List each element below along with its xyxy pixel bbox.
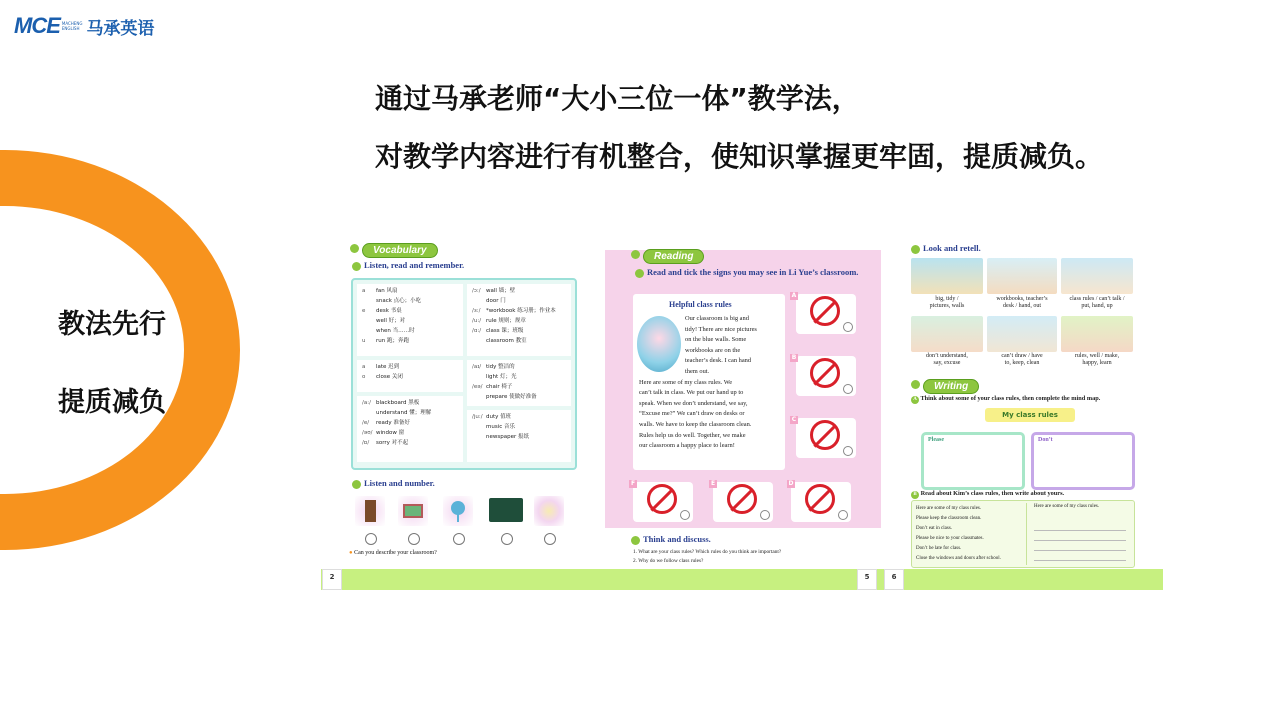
please-box[interactable] — [921, 432, 1025, 490]
vocab-entry — [472, 296, 566, 306]
rule-line: Please be nice to your classmates. — [916, 536, 984, 541]
story-line: workbooks are on the — [685, 346, 741, 354]
vocab-entry — [472, 362, 566, 372]
task-a — [911, 395, 1100, 404]
logo-sub — [62, 21, 83, 31]
headline — [375, 70, 1103, 186]
task-label-icon: B — [911, 491, 919, 499]
story-card — [633, 294, 785, 470]
dont-label: Don’t — [1038, 437, 1053, 443]
rules-box — [911, 500, 1135, 568]
logo-mark: MCE — [14, 13, 60, 38]
vocab-entry — [472, 286, 566, 296]
bullet-icon — [350, 244, 359, 253]
audio-icon — [911, 245, 920, 254]
section-pill: Vocabulary — [362, 243, 438, 258]
question-text: Can you describe your classroom? — [354, 550, 437, 556]
vocab-entry — [362, 362, 458, 372]
section-pill: Writing — [923, 379, 979, 394]
sign-e — [710, 480, 773, 522]
vocab-word: wall 墙；壁 — [486, 288, 516, 294]
tick-circle[interactable] — [843, 384, 853, 394]
brand-logo — [14, 8, 154, 44]
side-title-2: 提质减负 — [58, 387, 166, 418]
vocab-entry — [362, 418, 458, 428]
story-line: our classroom a happy place to learn! — [639, 442, 735, 450]
vocab-entry — [362, 438, 458, 448]
phonetic: u — [362, 338, 366, 344]
phonetic: /u:/ — [472, 318, 482, 324]
retell-caption: rules, well / make, happy, learn — [1074, 353, 1120, 366]
vocab-entry — [472, 422, 566, 432]
textbook-page-6 — [905, 238, 1163, 568]
story-text — [639, 314, 781, 452]
vocab-entry — [472, 316, 566, 326]
reading-instruction — [635, 266, 865, 278]
sign-letter: F — [630, 480, 636, 487]
vocab-word: prepare 使做好准备 — [486, 394, 537, 400]
sign-b — [791, 354, 856, 396]
dont-box[interactable] — [1031, 432, 1135, 490]
page-number: 2 — [322, 569, 342, 590]
story-title: Helpful class rules — [669, 300, 732, 309]
phonetic: /əʊ/ — [362, 430, 373, 436]
audio-icon — [631, 536, 640, 545]
instruction-text: Read and tick the signs you may see in Li Yue’s classroom. — [647, 267, 859, 277]
story-line: tidy! There are nice pictures — [685, 325, 757, 333]
vocab-entry — [472, 432, 566, 442]
vocab-entry — [362, 326, 458, 336]
vocab-entry — [362, 306, 458, 316]
section-pill: Reading — [643, 249, 704, 264]
vocab-entry — [362, 296, 458, 306]
instruction-text: Listen, read and remember. — [364, 260, 465, 270]
story-line: “Excuse me?” We can’t draw on desks or — [639, 410, 745, 418]
tick-circle[interactable] — [838, 510, 848, 520]
side-title-1: 教法先行 — [58, 309, 166, 340]
logo-sub-line: ENGLISH — [61, 26, 80, 31]
describe-question — [349, 550, 437, 556]
phonetic: /ju:/ — [472, 414, 483, 420]
number-circle[interactable] — [501, 533, 513, 545]
writing-lines[interactable] — [1034, 521, 1126, 561]
vocab-entry — [362, 372, 458, 382]
sign-c — [791, 416, 856, 458]
vocab-entry — [472, 412, 566, 422]
writing-heading — [911, 374, 979, 394]
rule-line: Don’t eat in class. — [916, 526, 953, 531]
instruction-text: Think and discuss. — [643, 534, 711, 544]
retell-caption: big, tidy / pictures, walls — [929, 296, 965, 309]
bullet-icon — [911, 380, 920, 389]
vocab-word: fan 风扇 — [376, 288, 398, 294]
phonetic: /a:/ — [362, 400, 371, 406]
look-retell-heading — [911, 243, 981, 254]
no-talking-icon — [810, 420, 840, 450]
sign-letter: E — [710, 480, 716, 487]
vocab-word: door 门 — [486, 298, 506, 304]
rule-line: Don’t be late for class. — [916, 546, 962, 551]
headline-line-2: 对教学内容进行有机整合，使知识掌握更牢固，提质减负。 — [375, 140, 1104, 173]
vocab-entry — [362, 398, 458, 408]
story-line: walls. We have to keep the classroom clean. — [639, 420, 752, 428]
tick-circle[interactable] — [843, 446, 853, 456]
story-line: Our classroom is big and — [685, 315, 749, 322]
mind-map-title: My class rules — [985, 408, 1075, 422]
vocab-word: rule 规则；规章 — [486, 318, 526, 324]
rule-line: Close the windows and doors after school. — [916, 556, 1001, 561]
retell-caption: class rules / can’t talk / put, hand, up — [1069, 296, 1125, 309]
vocab-word: *workbook 练习册；作业本 — [486, 308, 556, 314]
think-heading — [631, 534, 711, 545]
rule-line: Here are some of my class rules. — [916, 506, 982, 511]
headline-line-1: 通过马承老师“大小三位一体”教学法， — [375, 82, 860, 115]
sign-f — [630, 480, 693, 522]
page-number: 6 — [884, 569, 904, 590]
tick-circle[interactable] — [680, 510, 690, 520]
textbook-page-5 — [603, 216, 881, 568]
number-circle[interactable] — [408, 533, 420, 545]
no-climbing-icon — [647, 484, 677, 514]
vocab-word: desk 书桌 — [376, 308, 402, 314]
decorative-orange-ring — [0, 150, 240, 550]
no-running-icon — [810, 358, 840, 388]
vocab-word: late 迟到 — [376, 364, 400, 370]
vocab-cell — [467, 360, 571, 406]
phonetic: /aɪ/ — [472, 364, 482, 370]
vocab-word: classroom 教室 — [486, 338, 527, 344]
classroom-picture — [911, 258, 983, 294]
vocab-entry — [362, 336, 458, 346]
vocab-cell — [467, 284, 571, 356]
textbook-page-2 — [343, 232, 601, 568]
listen-number-instruction — [352, 478, 435, 489]
vocabulary-heading — [350, 238, 438, 258]
vocab-word: well 好；对 — [376, 318, 406, 324]
your-rules-intro: Here are some of my class rules. — [1034, 504, 1100, 509]
phonetic: /eə/ — [472, 384, 483, 390]
vocab-cell — [357, 396, 463, 462]
sign-d — [788, 480, 851, 522]
kim-rules — [916, 504, 1026, 564]
vocab-cell — [357, 284, 463, 356]
retell-caption: don’t understand, say, excuse — [926, 353, 968, 366]
vocab-word: when 当……时 — [376, 328, 415, 334]
vocab-instruction — [352, 260, 464, 271]
story-line: teacher’s desk. I can hand — [685, 357, 752, 365]
vocab-word: music 音乐 — [486, 424, 516, 430]
vocab-word: duty 值班 — [486, 414, 512, 420]
story-line: on the blue walls. Some — [685, 336, 747, 344]
lightbulb-icon: ● — [349, 550, 353, 556]
vocab-entry — [362, 428, 458, 438]
phonetic: /ɑ:/ — [472, 328, 482, 334]
light-picture — [534, 496, 564, 526]
audio-icon — [635, 269, 644, 278]
classroom-picture — [911, 316, 983, 352]
vocab-entry — [472, 336, 566, 346]
vocab-entry — [472, 372, 566, 382]
story-line: can’t talk in class. We put our hand up to — [639, 389, 744, 397]
vocab-cell — [467, 410, 571, 462]
classroom-picture — [987, 258, 1057, 294]
blackboard-picture — [489, 498, 523, 522]
rule-line: Please keep the classroom clean. — [916, 516, 982, 521]
story-line: Here are some of my class rules. We — [639, 378, 733, 386]
task-text: Think about some of your class rules, then complete the mind map. — [920, 395, 1101, 402]
logo-sub-line: MACHENG — [61, 21, 83, 26]
retell-caption: can’t draw / have to, keep, clean — [1001, 353, 1043, 366]
task-label-icon: A — [911, 396, 919, 404]
divider — [1026, 503, 1027, 565]
vocab-entry — [472, 382, 566, 392]
vocab-word: chair 椅子 — [486, 384, 513, 390]
phonetic: a — [362, 364, 366, 370]
vocab-word: ready 准备好 — [376, 420, 410, 426]
vocab-entry — [362, 408, 458, 418]
phonetic: /ɜ:/ — [472, 308, 481, 314]
vocab-word: class 课；班级 — [486, 328, 524, 334]
vocab-word: light 灯；光 — [486, 374, 517, 380]
vocab-word: close 关闭 — [376, 374, 403, 380]
no-eating-icon — [810, 296, 840, 326]
vocab-word: understand 懂；理解 — [376, 410, 432, 416]
story-line: them out. — [685, 367, 710, 375]
classroom-picture — [1061, 316, 1133, 352]
vocab-word: snack 点心；小吃 — [376, 298, 422, 304]
sign-letter: B — [791, 354, 797, 361]
vocab-cell — [357, 360, 463, 392]
vocab-entry — [362, 316, 458, 326]
story-line: speak. When we don’t understand, we say, — [639, 399, 748, 407]
footer-bar — [321, 569, 1163, 590]
story-line: Rules help us do well. Together, we make — [639, 431, 746, 439]
vocab-entry — [472, 326, 566, 336]
phonetic: o — [362, 374, 366, 380]
audio-icon — [352, 480, 361, 489]
think-question-1: 1. What are your class rules? Which rules do you think are important? — [633, 549, 782, 555]
reading-heading — [631, 244, 704, 264]
instruction-text: Look and retell. — [923, 243, 981, 253]
task-b — [911, 490, 1064, 499]
phonetic: /ɔ:/ — [472, 288, 481, 294]
phonetic: a — [362, 288, 366, 294]
logo-chinese-name: 马承英语 — [86, 18, 155, 39]
number-circle[interactable] — [365, 533, 377, 545]
sign-letter: D — [788, 480, 794, 487]
fan-picture — [443, 496, 473, 526]
sign-a — [791, 292, 856, 334]
think-question-2: 2. Why do we follow class rules? — [633, 558, 704, 564]
window-picture — [398, 496, 428, 526]
vocab-entry — [472, 306, 566, 316]
number-circle[interactable] — [453, 533, 465, 545]
vocab-word: newspaper 报纸 — [486, 434, 529, 440]
phonetic: /ɒ/ — [362, 440, 370, 446]
vocab-word: run 跑；奔跑 — [376, 338, 409, 344]
vocab-entry — [472, 392, 566, 402]
phonetic: /e/ — [362, 420, 370, 426]
tick-circle[interactable] — [843, 322, 853, 332]
please-label: Please — [928, 437, 944, 443]
retell-caption: workbooks, teacher’s desk / hand, out — [996, 296, 1048, 309]
door-picture — [355, 496, 385, 526]
page-number: 5 — [857, 569, 877, 590]
sign-letter: A — [791, 292, 797, 299]
task-text: Read about Kim’s class rules, then write about yours. — [920, 490, 1065, 497]
instruction-text: Listen and number. — [364, 478, 435, 488]
vocab-word: sorry 对不起 — [376, 440, 409, 446]
vocab-entry — [362, 286, 458, 296]
vocab-word: blackboard 黑板 — [376, 400, 420, 406]
no-running-icon — [727, 484, 757, 514]
vocabulary-box — [351, 278, 577, 470]
number-circle[interactable] — [544, 533, 556, 545]
vocab-word: tidy 整洁的 — [486, 364, 515, 370]
audio-icon — [352, 262, 361, 271]
no-drawing-icon — [805, 484, 835, 514]
vocab-word: window 窗 — [376, 430, 405, 436]
classroom-picture — [987, 316, 1057, 352]
phonetic: e — [362, 308, 366, 314]
sign-letter: C — [791, 416, 797, 423]
tick-circle[interactable] — [760, 510, 770, 520]
classroom-picture — [1061, 258, 1133, 294]
bullet-icon — [631, 250, 640, 259]
